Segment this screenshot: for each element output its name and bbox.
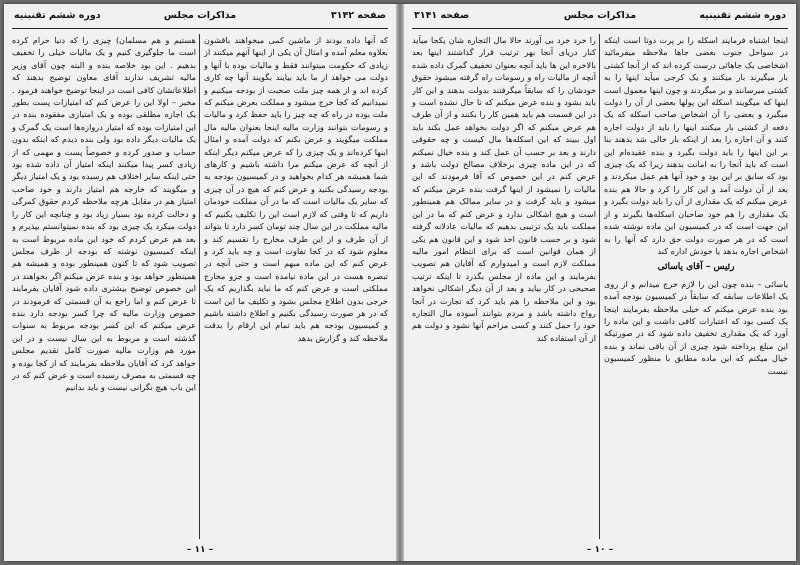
right-header-rule — [412, 28, 788, 29]
right-page-session: دوره ششم تقنینیه — [699, 10, 786, 21]
right-column-right-text: اینجا اشتباه فرمایند اسکله را بر پرت دوتا است اینکه در سواحل جنوب بعضی جاها ملاحظه میفرمائید اشخاصی یک جاهائی درست کرده اند که از آنجا کشتی بار میگیرند بار میکنند و یک کرجی میآید اینها را به کشتی میرسانند و بر میگردند و چون اینها معمول است اینها که میگویند اسکله این پولها بعضی از آن را دولت میگیرد و بعضی را آن اشخاص صاحب اسکله که یک دفعه از کشتی بار میکنند اینها را باید از دولت اجاره کنند و آن اجاره را بعد از اینکه بار خالی شد بدهند بنا بر این اینها را باید دولت بگیرد و بنده عقیده‌ام این است که باید آنجا را به امانت بدهند زیرا که یک چیزی بود که سابق بر این بود و خود آنها هم عمل میکردند و بعد از آن دولت آمد و این کار را کرد و حالا هم بنده عرض میکنم که یک مقداری از آن را باید دولت بگیرد و یک مقداری را هم خود صاحبان اسکله‌ها بگیرند و از این جهت است که در کمیسیون این ماده نوشته شده است که در هر صورت دولت حق دارد که آنها را به اشخاص اجاره بدهد یا خودش اداره کند — [604, 35, 788, 256]
right-column-divider — [599, 34, 600, 539]
left-column-divider — [199, 34, 200, 539]
left-page-number-label: صفحه ۳۱۴۲ — [330, 10, 386, 21]
left-column-left-text: هستیم و هم مسلمان) چیزی را که دنیا حرام کرده است ما جلوگیری کنیم و یک مالیات خیلی را تخفیف بدهیم . این بود خلاصه بنده و البته چون آقای وزیر مالیه تشریف ندارند آقای معاون توضیح بدهند که اطلاعاتشان کافی است در اینجا توضیح خواهند فرمود . مخبر – اولا این را عرض کنم که امتیازات پست بطور یک اجازه مطلقی بوده و یک امتیازی مفقوده بنده در این امتیازات بوده که امتیاز دروازه‌ها است یک گمرک و یک مالیات دیگر داده بود ولی بنده دیدم که اینکه بدون حساب و صدور کرده و خصوصاً پست و مهمی که از زیادی کسر پیدا میکنند اینکه امتیاز آن داده شده بود حتی اینکه سایر اختلاف هم رسیده بود و یک امتیاز دیگر و میگویند که خارجه هم امتیاز دارند و خود صاحب امتیاز هم در مقابل هرچه ملاحظه کردم حقوق کمرگی و دخالت کرده بود بسیار زیاد بود و چنانچه این کار را دولت میکرد یک چیزی بود که بنده نمیتوانستم بپذیرم و بعد هم عرض کردم که خود این ماده مربوط است به اینکه کمیسیون نوشته که بودجه از طرف مجلس تصویب شود که تا کنون همینطور بوده و همیشه هم همینطور خواهد بود و بنده عرض میکنم اگر بخواهند در این خصوص توضیح بیشتری داده شود آقایان بفرمایند تا عرض کنم و اما راجع به آن قسمتی که فرمودند در خصوص وزارت مالیه که چرا کسر بودجه دارد بنده عرض میکنم که این کسر بودجه مربوط به سنوات گذشته است و مربوط به این سال نیست و در این مورد هم وزارت مالیه صورت کامل تقدیم مجلس خواهد کرد که آقایان ملاحظه بفرمایند که از کجا بوده و چه قسمتی به مصرف رسیده است و عرض کنم که در این باب هیچ نگرانی نیست و باید بدانیم — [12, 35, 196, 393]
right-page-title: مذاکرات مجلس — [563, 10, 637, 21]
speaker-heading: رئیس – آقای یاسائی — [657, 262, 735, 273]
right-page-column-right — [604, 34, 788, 539]
left-page-header — [14, 10, 386, 26]
right-page-header — [414, 10, 786, 26]
right-column-right-continued-text: یاسائی – بنده چون این را لازم خرج میدانم و از روی یک اطلاعات سابقه که سابقاً در کمیسیون بودجه آمده بود بنده عرض میکنم که خیلی ملاحظه بفرمایند اینجا یک کسی بود که اعتبارات کافی داشت و این ماده را آورد که یک مقداری تخفیف داده شود که در صورتیکه این مبلغ پرداخته شود چیزی از آن باقی نماند و بنده خیال میکنم که این ماده مطابق با منظور کمیسیون نیست — [604, 278, 788, 376]
left-page-column-left — [12, 34, 196, 539]
book-spread — [4, 4, 796, 561]
book-spine — [396, 4, 404, 561]
left-page — [4, 4, 396, 561]
right-page — [404, 4, 796, 561]
left-page-session: دوره ششم تقنینیه — [14, 10, 101, 21]
left-page-folio: – ۱۱ – — [186, 545, 214, 555]
right-page-column-left — [412, 34, 596, 539]
right-column-left-text: را خرد خرد بی آورند حالا مال التجاره شان یکجا میآید کنار دریای آنجا بهر ترتیب قرار گذاشتند اینها بعد بالاخره این ها باید آنچه بعنوان تخفیف گمرک داده شده آنچه از مالیات راه و رسومات راه گرفته میشود حقوق خودشان را که سابقاً میگرفتند بدولت بدهند و این کار باید بشود و بنده عرض میکنم که تا حال نشده است و در این قسمت هم باید همین کار را بکنند و از آن طرف هم عرض میکنم که اگر دولت بخواهد عمل بکند باید اول ببیند که این اسکله‌ها مال کیست و چه حقوقی دارند و بعد بر حسب آن عمل کند و بنده خیال نمیکنم که در این ماده چیزی برخلاف مصالح دولت باشد و عرض کنم در این خصوص که آقا فرمودند که این مالیات را نمیشود از اینها گرفت بنده عرض میکنم که میشود و باید گرفت و در سایر ممالک هم همینطور است و هیچ اشکالی ندارد و عرض کنم که ما در این مملکت باید یک ترتیبی بدهیم که مالیات عادلانه گرفته شود و بر حسب قانون اخذ شود و این قانون هم یکی از همان قوانین است که برای انتظام امور مالیه مملکت لازم است و امیدوارم که آقایان هم تصویب بفرمایند و این ماده از مجلس بگذرد تا اینکه ترتیب صحیحی در کار بیاید و بعد از آن دیگر اشکالی نخواهد بود و این ملاحظه را هم باید کرد که تجارت در آنجا رواج داشته باشد و مردم بتوانند آسوده مال التجاره خود را حمل کنند و کسی مزاحم آنها نشود و دولت هم از آن استفاده کند — [412, 35, 596, 343]
left-page-title: مذاکرات مجلس — [163, 10, 237, 21]
left-column-right-text: که آنها داده بودند از ماشین کمی میخواهند باقشون بعلاوه معلم آمده و امثال آن یکی از اینها آنهم میکنند از زیادی که حکومت میتوانند فقط و مالیات بوده با آنها و دولت می خواهد از ما باید بیایند بگویند آنها چه کاری کرده اند و از همه چیز ملت صحبت از بودجه میکنیم و نمیدانیم که کجا خرج میشود و مملکت بعرض میکنم که ملت بوده در راه که چه چیز را باید حفظ کرد و مالیات و رسومات بتوانند وزارت مالیه اینجا بعنوان مالیه مال مملکت میگویند و عرض بکنم که دولت آمده و امثال اینها کرده‌اند و یک چیزی را که عرض میکنم دیگر اینکه از آنچه که عرض میکنم مرا داشته باشیم و کارهای شما همیشه هر کدام بخواهید و در کمیسیون بودجه به بودجه رسیدگی بکنید و عرض کنم که هیچ در آن چیزی که سایر یک مالیات است که ما در آن مملکت خودمان داریم که تا وقتی که لازم است این را تکلیف بکنیم که مالیه مملکت در این سال چند تومان کسر دارد تا بتواند از آن طرف و از این طرف مخارج را تقسیم کند و معلوم شود که در کجا تفاوت است و چه باید کرد و عرض کنم که این ماده مبهم است و حتی آنچه در تبصره هست در این ماده نیامده است و جزو مخارج مملکتی است و عرض کنم که ما نباید بگذاریم که یک خرجی بدون اطلاع مجلس بشود و تکلیف ما این است که در هر صورت رسیدگی بکنیم و اطلاع داشته باشیم و کمیسیون بودجه هم باید تمام این ارقام را بدقت ملاحظه کند و گزارش بدهد — [204, 35, 388, 343]
left-header-rule — [12, 28, 388, 29]
left-page-column-right — [204, 34, 388, 539]
right-page-folio: – ۱۰ – — [586, 545, 614, 555]
right-page-number-label: صفحه ۳۱۴۱ — [414, 10, 470, 21]
